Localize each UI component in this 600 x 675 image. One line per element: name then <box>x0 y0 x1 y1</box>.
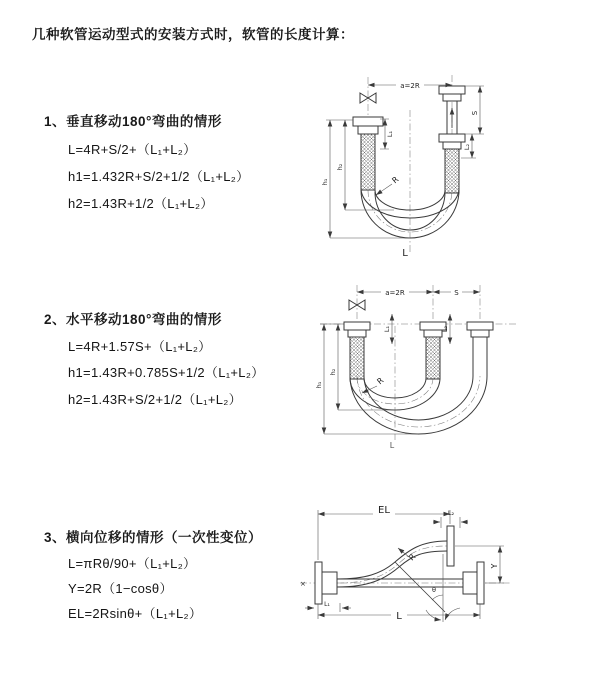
dimension-L2 <box>433 509 468 528</box>
right-flange-original-position <box>463 562 484 604</box>
dim-label-h2: h₂ <box>336 163 344 171</box>
section3-formula-Y: Y=2R（1−cosθ） <box>68 581 173 596</box>
section1-heading: 1、垂直移动180°弯曲的情形 <box>44 114 222 129</box>
dim-label-l2: L₂ <box>441 325 449 333</box>
dim-label-h1: h₁ <box>315 381 323 389</box>
dim-label-s: S <box>471 110 479 116</box>
dimension-S <box>433 287 480 297</box>
diagram-lateral-displacement <box>295 500 525 650</box>
diagram-vertical-180-bend <box>312 72 592 262</box>
dim-label-l1: L₁ <box>324 601 330 608</box>
diagram-horizontal-180-bend <box>312 280 597 462</box>
dim-label-s: S <box>454 289 459 297</box>
hose-displaced-s-curve <box>337 541 447 587</box>
dimension-L2 <box>441 314 450 344</box>
dim-label-h1: h₁ <box>321 178 329 186</box>
dim-label-r: R <box>375 375 386 387</box>
page-title: 几种软管运动型式的安装方式时，软管的长度计算： <box>32 27 354 42</box>
dimension-S <box>461 86 484 158</box>
right-flange-moved-position <box>467 322 493 376</box>
dim-label-h2: h₂ <box>329 368 337 376</box>
dim-label-l-overall: L <box>396 611 402 622</box>
section1-formula-h1: h1=1.432R+S/2+1/2（L₁+L₂） <box>68 169 250 184</box>
left-flange-fitting <box>315 562 337 604</box>
hose-u-bends <box>350 376 487 434</box>
dim-label-a2r: a=2R <box>385 289 405 297</box>
centerline-mark: × <box>300 580 306 588</box>
dimension-L1 <box>383 314 392 344</box>
dimension-L1 <box>305 601 351 612</box>
section3-formula-EL: EL=2Rsinθ+（L₁+L₂） <box>68 606 203 621</box>
section2-formula-h2: h2=1.43R+S/2+1/2（L₁+L₂） <box>68 392 242 407</box>
dim-label-l-overall: L <box>402 248 408 259</box>
dim-label-l1: L₁ <box>386 130 394 138</box>
dim-label-l2: L₂ <box>463 143 471 151</box>
section2-heading: 2、水平移动180°弯曲的情形 <box>44 312 222 327</box>
section2-formula-L: L=4R+1.57S+（L₁+L₂） <box>68 339 212 354</box>
dim-label-r: R <box>390 174 401 186</box>
dim-label-r: R <box>407 552 418 563</box>
section3-heading: 3、横向位移的情形（一次性变位） <box>44 530 263 545</box>
dim-label-a2r: a=2R <box>400 82 420 90</box>
top-flange-displaced-position <box>447 526 454 566</box>
dim-label-el: EL <box>378 505 390 516</box>
dim-label-theta: θ <box>432 586 436 594</box>
dimension-L <box>318 604 480 622</box>
section1-formula-h2: h2=1.43R+1/2（L₁+L₂） <box>68 196 214 211</box>
dim-label-y: Y <box>490 563 499 569</box>
section2-formula-h1: h1=1.43R+0.785S+1/2（L₁+L₂） <box>68 365 265 380</box>
dim-label-l2: L₂ <box>447 509 455 517</box>
dimension-a2r <box>357 287 433 297</box>
radius-leader <box>376 175 401 195</box>
centerlines <box>368 75 452 254</box>
left-flange-fitting <box>353 117 383 190</box>
dim-label-l-overall: L <box>389 441 395 450</box>
section1-formula-L: L=4R+S/2+（L₁+L₂） <box>68 142 197 157</box>
left-flange-fitting <box>344 322 370 379</box>
section3-formula-L: L=πRθ/90+（L₁+L₂） <box>68 556 197 571</box>
dim-label-l1: L₁ <box>383 325 391 333</box>
right-flange-lower-position <box>439 108 465 193</box>
dimension-h1-h2 <box>315 324 418 434</box>
